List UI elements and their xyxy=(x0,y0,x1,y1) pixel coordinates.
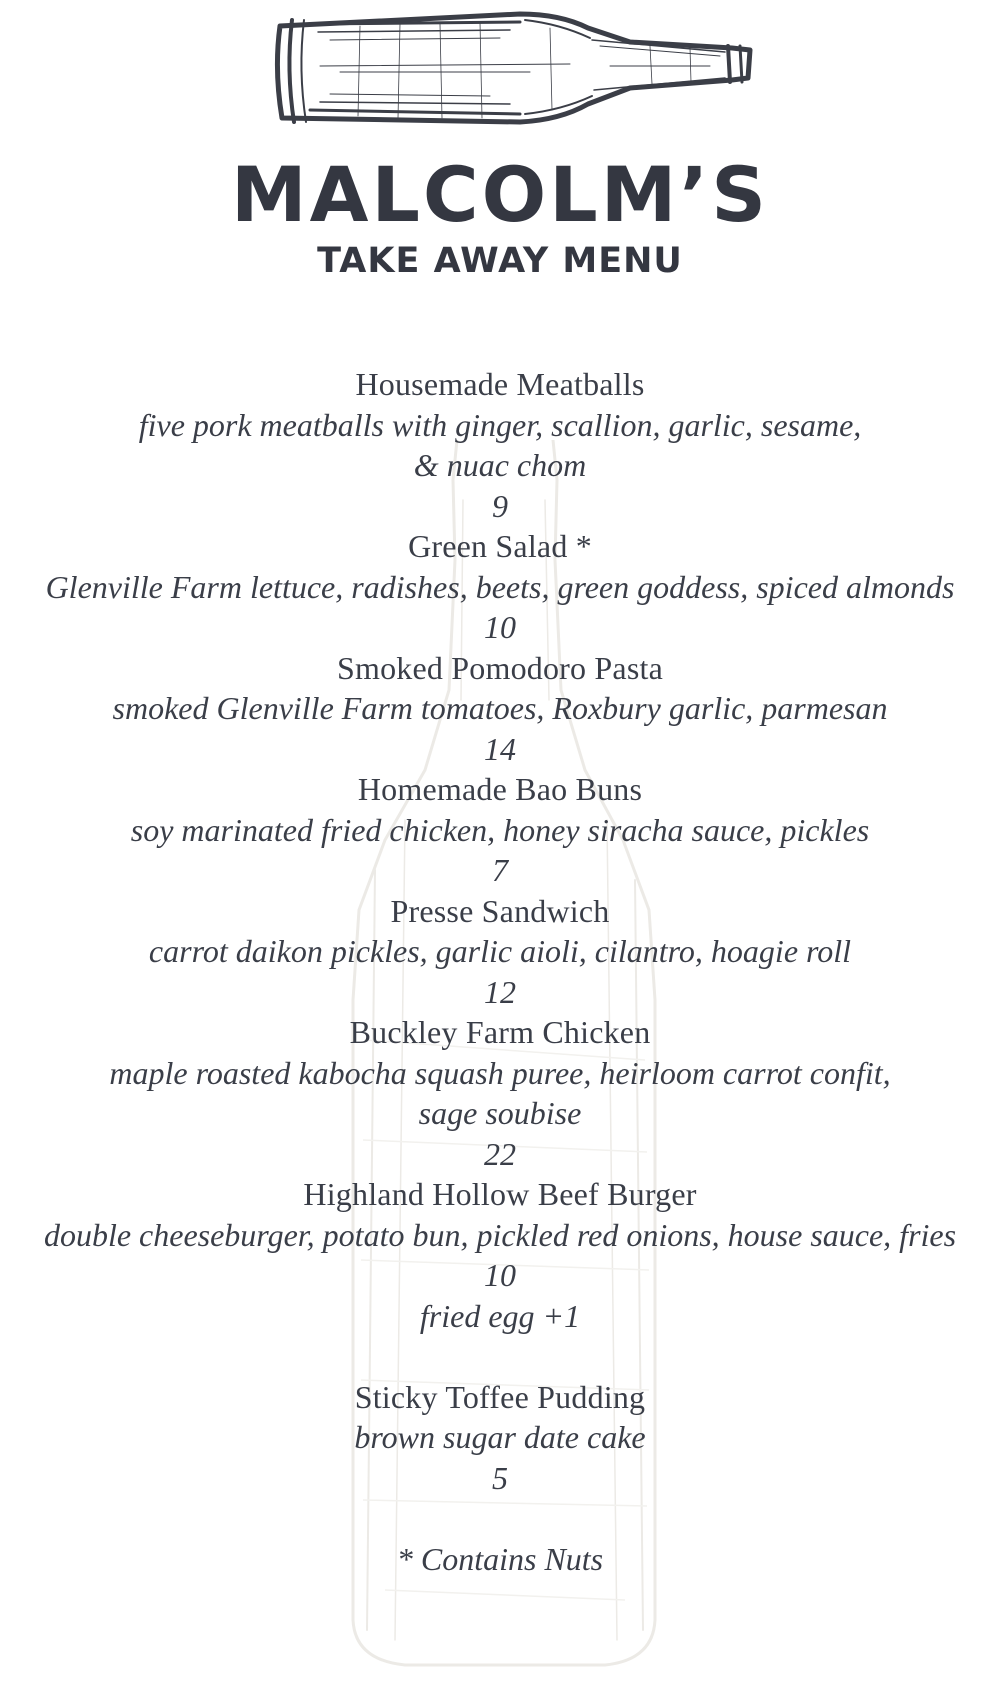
item-name: Green Salad * xyxy=(408,528,592,564)
item-name: Homemade Bao Buns xyxy=(357,771,643,807)
menu-item xyxy=(0,1012,1000,1174)
item-price: 9 xyxy=(492,487,508,524)
item-addon: fried egg +1 xyxy=(419,1297,581,1334)
restaurant-name: MALCOLM’S xyxy=(231,150,769,239)
item-description: sage soubise xyxy=(418,1095,582,1131)
item-name: Sticky Toffee Pudding xyxy=(354,1378,646,1415)
item-description: brown sugar date cake xyxy=(354,1419,646,1455)
menu-item xyxy=(0,891,1000,1013)
item-name: Presse Sandwich xyxy=(390,892,610,929)
item-name: Smoked Pomodoro Pasta xyxy=(337,649,663,686)
item-description: maple roasted kabocha squash puree, heirloom carrot confit, xyxy=(109,1054,891,1091)
section-spacer xyxy=(0,1498,1000,1539)
menu-list xyxy=(0,364,1000,1579)
item-name: Highland Hollow Beef Burger xyxy=(303,1176,697,1212)
item-price: 5 xyxy=(492,1459,508,1496)
item-description: double cheeseburger, potato bun, pickled red onions, house sauce, fries xyxy=(43,1216,957,1253)
menu-item xyxy=(0,1174,1000,1336)
item-description: five pork meatballs with ginger, scallion, garlic, sesame, xyxy=(138,406,862,443)
item-price: 12 xyxy=(484,973,516,1010)
item-price: 14 xyxy=(484,730,516,767)
bottle-icon xyxy=(270,6,760,134)
item-name: Buckley Farm Chicken xyxy=(349,1014,651,1050)
item-description: Glenville Farm lettuce, radishes, beets, green goddess, spiced almonds xyxy=(45,568,955,605)
item-description: carrot daikon pickles, garlic aioli, cilantro, hoagie roll xyxy=(148,933,852,969)
item-name: Housemade Meatballs xyxy=(355,366,645,402)
item-price: 22 xyxy=(484,1135,516,1172)
item-price: 10 xyxy=(484,609,516,645)
item-price: 7 xyxy=(492,852,508,888)
item-description: soy marinated fried chicken, honey siracha sauce, pickles xyxy=(130,811,870,848)
section-spacer xyxy=(0,1336,1000,1377)
menu-item xyxy=(0,1377,1000,1499)
menu-item xyxy=(0,526,1000,648)
item-description: smoked Glenville Farm tomatoes, Roxbury garlic, parmesan xyxy=(112,690,888,726)
menu-item xyxy=(0,769,1000,891)
menu-subtitle: TAKE AWAY MENU xyxy=(317,241,683,281)
item-price: 10 xyxy=(484,1257,516,1293)
allergen-footnote: * Contains Nuts xyxy=(396,1540,604,1577)
item-description: & nuac chom xyxy=(413,447,587,483)
menu-item xyxy=(0,648,1000,770)
menu-item xyxy=(0,364,1000,526)
